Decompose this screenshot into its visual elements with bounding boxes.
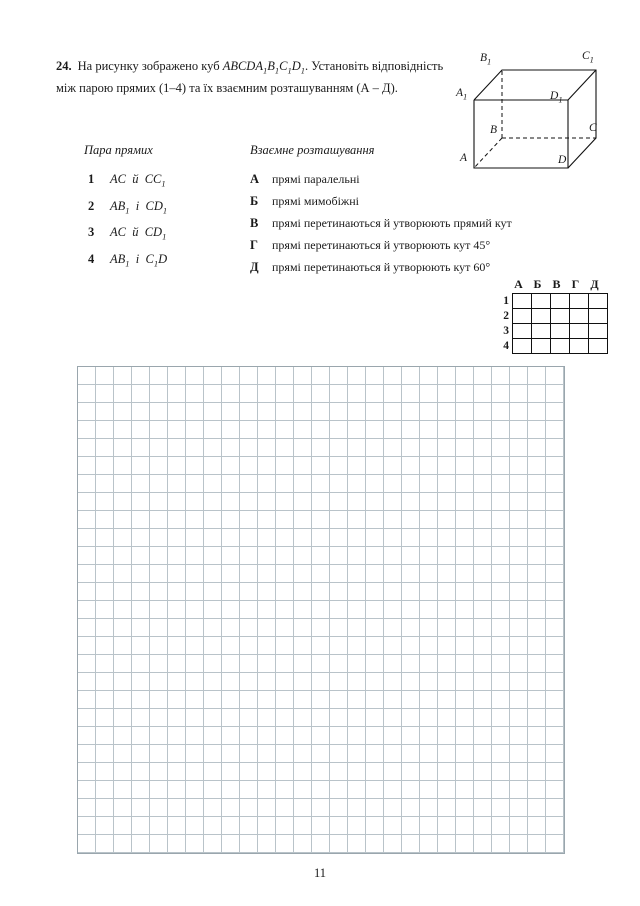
question-text-part2: . Установіть відповідність між парою прямих (1–4) та їх взаємним розташуванням (А – Д). [56, 59, 444, 95]
pair-value-1: AC й $CC_1$ [110, 172, 166, 189]
answer-column-a: А [514, 277, 523, 291]
arrangement-text-b: прямі мимобіжні [272, 194, 359, 208]
pair-key-3: 3 [88, 225, 95, 239]
list-item-arrangement-v [250, 212, 590, 234]
answer-cell-3g[interactable] [570, 324, 589, 339]
answer-cell-4b[interactable] [532, 339, 551, 354]
answer-cell-3a[interactable] [513, 324, 532, 339]
pair-value-2: $AB_1$ і $CD_1$ [110, 198, 168, 215]
answer-cell-2g[interactable] [570, 309, 589, 324]
table-row [493, 339, 608, 354]
answer-cell-1v[interactable] [551, 294, 570, 309]
list-item-pair-1 [84, 168, 234, 195]
arrangement-text-g: прямі перетинаються й утворюють кут 45° [272, 238, 491, 252]
answer-row-label-1: 1 [503, 295, 509, 307]
list-item-arrangement-g [250, 234, 590, 256]
column-arrangement-title: Взаємне розташування [250, 143, 375, 157]
answer-cell-2v[interactable] [551, 309, 570, 324]
arrangement-key-b: Б [250, 194, 259, 208]
column-pairs-title: Пара прямих [84, 143, 153, 157]
arrangement-text-a: прямі паралельні [272, 172, 360, 186]
list-item-arrangement-b [250, 190, 590, 212]
answer-cell-2b[interactable] [532, 309, 551, 324]
vertex-label-B1: $B_1$ [480, 52, 492, 67]
pair-key-2: 2 [88, 198, 95, 213]
answer-cell-3b[interactable] [532, 324, 551, 339]
answer-cell-4g[interactable] [570, 339, 589, 354]
arrangement-text-v: прямі перетинаються й утворюють прямий кут [272, 216, 512, 230]
answer-cell-4a[interactable] [513, 339, 532, 354]
answer-cell-3d[interactable] [589, 324, 608, 339]
vertex-label-C1: $C_1$ [582, 50, 594, 65]
cube-name: $ABCDA_1B_1C_1D_1$ [222, 59, 305, 76]
vertex-label-A1: $A_1$ [456, 87, 468, 102]
answer-cell-4v[interactable] [551, 339, 570, 354]
answer-cell-1d[interactable] [589, 294, 608, 309]
answer-row-label-4: 4 [503, 340, 509, 352]
pair-key-4: 4 [88, 251, 95, 266]
answer-table-header [509, 277, 608, 292]
answer-row-label-2: 2 [503, 310, 509, 322]
vertex-label-D: D [558, 154, 567, 166]
answer-cell-2d[interactable] [589, 309, 608, 324]
answer-cell-1b[interactable] [532, 294, 551, 309]
graph-paper-area [77, 366, 565, 854]
table-row [493, 309, 608, 324]
pair-value-3: AC й $CD_1$ [110, 225, 167, 242]
arrangement-key-v: В [250, 216, 259, 230]
pair-value-4: $AB_1$ і $C_1D$ [110, 251, 168, 268]
vertex-label-D1: $D_1$ [550, 90, 563, 105]
answer-column-v: В [552, 277, 561, 291]
answer-row-label-3: 3 [503, 325, 509, 337]
answer-column-g: Г [571, 277, 580, 291]
list-item-arrangement-d [250, 256, 590, 278]
answer-cell-4d[interactable] [589, 339, 608, 354]
question-block [56, 58, 446, 97]
arrangement-key-g: Г [250, 238, 258, 252]
list-item-pair-3 [84, 221, 234, 248]
answer-cell-3v[interactable] [551, 324, 570, 339]
arrangement-key-d: Д [250, 260, 259, 274]
arrangement-key-a: А [250, 172, 260, 186]
answer-cell-1g[interactable] [570, 294, 589, 309]
answer-column-d: Д [590, 277, 599, 291]
arrangement-text-d: прямі перетинаються й утворюють кут 60° [272, 260, 491, 274]
list-item-pair-4 [84, 248, 234, 275]
question-text [56, 58, 446, 97]
table-row [493, 294, 608, 309]
page-number: 11 [313, 866, 327, 880]
question-number: 24. [56, 59, 72, 73]
vertex-label-A: A [460, 152, 468, 164]
answer-grid [493, 293, 608, 354]
answer-cell-1a[interactable] [513, 294, 532, 309]
column-arrangement [250, 143, 590, 278]
column-pairs [84, 143, 234, 274]
question-text-part1: На рисунку зображено куб [77, 59, 223, 73]
answer-cell-2a[interactable] [513, 309, 532, 324]
list-item-pair-2 [84, 195, 234, 222]
vertex-label-B: B [490, 124, 498, 136]
answer-table [493, 277, 608, 354]
pair-key-1: 1 [88, 172, 95, 186]
vertex-label-C: C [589, 122, 597, 134]
table-row [493, 324, 608, 339]
answer-column-b: Б [533, 277, 542, 291]
list-item-arrangement-a [250, 168, 590, 190]
